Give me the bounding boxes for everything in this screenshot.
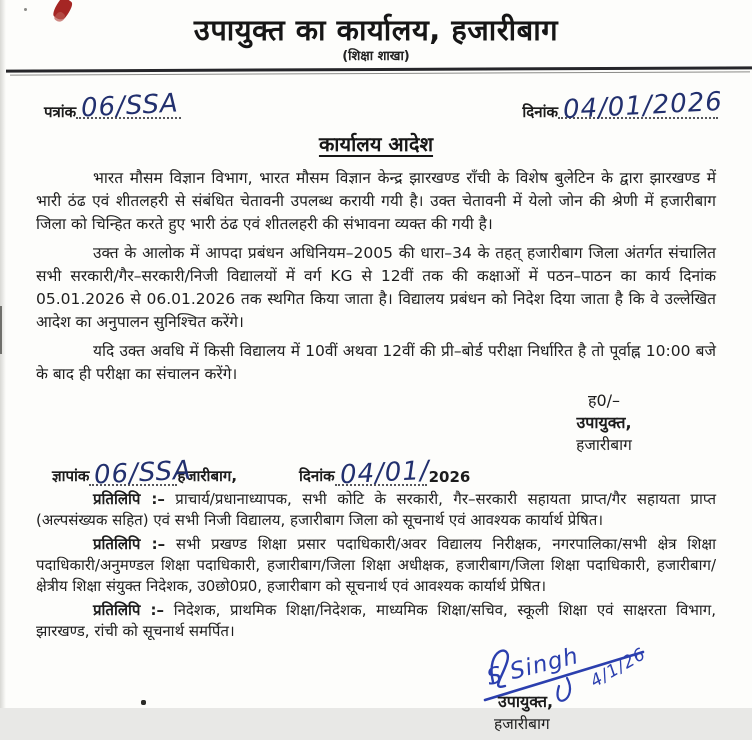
signature-designation: उपायुक्त, [498,692,554,711]
body-paragraph-2: उक्त के आलोक में आपदा प्रबंधन अधिनियम–2005 की धारा–34 के तहत् हजारीबाग जिला अंतर्गत संचालित सभी सरकारी/गैर–सरकारी/निजी विद्यालयों में वर्ग KG से 12वीं तक की कक्षाओं में पठन–पाठन का कार्य दिनांक 05.01.2026 से 06.01.2026 तक स्थगित किया जाता है। विद्यालय प्रबंधन को निदेश दिया जाता है कि वे उल्लेखित आदेश का अनुपालन सुनिश्चित करेंगे। [36,244,716,331]
signed-abbreviation: ह0/– [587,391,621,410]
signature-place: हजारीबाग [494,715,550,733]
copy-text-1: प्राचार्य/प्रधानाध्यापक, सभी कोटि के सरकारी, गैर–सरकारी सहायता प्राप्त/गैर सहायता प्राप्त (अल्पसंख्यक सहित) एवं सभी निजी विद्यालय, हजारीबाग जिला को सूचनार्थ एवं आवश्यक कार्यार्थ प्रेषित। [36,490,716,529]
letterhead [0,0,752,65]
copy-paragraph-2 [36,534,716,597]
signoff-place: हजारीबाग [576,436,632,454]
scan-dot-artifact [24,8,27,11]
signature-date: 4/1/26 [587,644,650,692]
body-paragraph-3: यदि उक्त अवधि में किसी विद्यालय में 10वीं अथवा 12वीं की प्री–बोर्ड परीक्षा निर्धारित है तो पूर्वाह्न 10:00 बजे के बाद ही परीक्षा का संचालन करेंगे। [36,342,716,383]
memo-label: ज्ञापांक [52,467,90,485]
scan-streak-artifact [0,306,2,354]
copy-label-1: प्रतिलिपि :– [93,490,165,508]
reference-row [0,76,752,126]
memo-date-line [335,455,431,491]
copy-label-2: प्रतिलिपि :– [93,535,166,553]
memo-date-handwritten: 04/01/ [338,455,431,491]
copy-text-2: सभी प्रखण्ड शिक्षा प्रसार पदाधिकारी/अवर विद्यालय निरीक्षक, नगरपालिका/सभी क्षेत्र शिक्षा पदाधिकारी/अनुमण्डल शिक्षा पदाधिकारी, हजारीबाग/जिला शिक्षा अधीक्षक, हजारीबाग/जिला शिक्षा पदाधिकारी, हजारीबाग/क्षेत्रीय शिक्षा संयुक्त निदेशक, उ0छो0प्र0, हजारीबाग को सूचनार्थ एवं आवश्यक कार्यार्थ प्रेषित। [36,535,716,595]
date-field [522,86,724,126]
office-title: उपायुक्त का कार्यालय, हजारीबाग [193,13,559,47]
memo-place: हजारीबाग, [177,467,238,485]
ink-dot-artifact [141,700,146,705]
signature-area [0,644,752,740]
signoff-designation: उपायुक्त, [576,413,632,432]
date-handwritten: 04/01/2026 [562,86,724,126]
date-label: दिनांक [522,103,558,121]
letter-number-field [44,88,181,124]
copy-text-3: निदेशक, प्राथमिक शिक्षा/निदेशक, माध्यमिक शिक्षा/सचिव, स्कूली शिक्षा एवं साक्षरता विभाग, झारखण्ड, रांची को सूचनार्थ समर्पित। [36,601,716,640]
memo-date-year: 2026 [428,468,471,486]
copy-paragraph-3 [36,600,716,642]
memo-number-line [89,455,193,491]
memo-number-handwritten: 06/SSA [93,455,193,491]
memo-row [0,455,752,491]
letter-number-line [76,88,181,124]
branch-subtitle: (शिक्षा शाखा) [342,49,410,64]
signoff-block [544,390,664,456]
body-paragraph-1: भारत मौसम विज्ञान विभाग, भारत मौसम विज्ञान केन्द्र झारखण्ड राँची के विशेष बुलेटिन के द्वारा झारखण्ड में भारी ठंढ एवं शीतलहरी से संबंधित चेतावनी उपलब्ध करायी गयी है। उक्त चेतावनी में येलो जोन की श्रेणी में हजारीबाग जिला को चिन्हित करते हुए भारी ठंढ एवं शीतलहरी की संभावना व्यक्त की गयी है। [36,169,716,233]
letter-number-handwritten: 06/SSA [80,88,180,124]
letter-number-label: पत्रांक [44,103,77,121]
memo-date-label: दिनांक [299,467,335,485]
order-title: कार्यालय आदेश [318,132,434,156]
copy-paragraph-1 [36,489,716,531]
signature-name: S Singh [484,643,582,691]
copy-label-3: प्रतिलिपि :– [93,601,165,619]
date-line [558,86,724,126]
scan-edge-artifact [0,0,6,708]
